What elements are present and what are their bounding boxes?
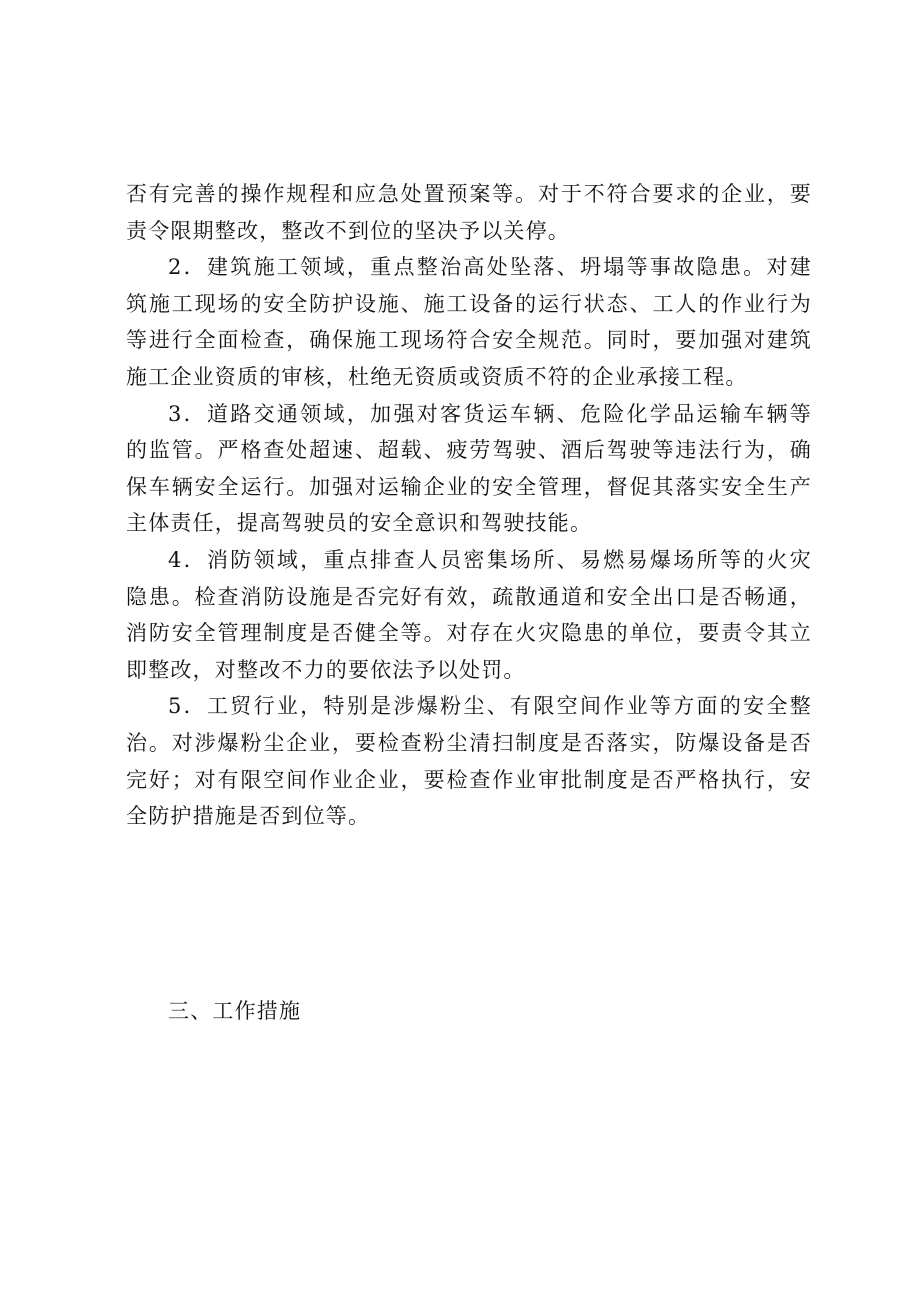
text-line: 主体责任，提高驾驶员的安全意识和驾驶技能。 [126,511,593,536]
paragraph-road-traffic [126,396,812,542]
text-line: 否有完善的操作规程和应急处置预案等。对于不符合要求的企业，要 [126,182,812,206]
text-line: 责令限期整改，整改不到位的坚决予以关停。 [126,218,570,243]
text-line: 保车辆安全运行。加强对运输企业的安全管理，督促其落实安全生产 [126,474,812,499]
text-line: 等进行全面检查，确保施工现场符合安全规范。同时，要加强对建筑 [126,328,812,353]
section-heading: 三、工作措施 [168,999,302,1023]
text-line: 2．建筑施工领域，重点整治高处坠落、坍塌等事故隐患。对建 [168,255,812,280]
text-line: 的监管。严格查处超速、超载、疲劳驾驶、酒后驾驶等违法行为，确 [126,438,812,463]
text-line: 即整改，对整改不力的要依法予以处罚。 [126,657,526,682]
paragraph-industry-trade [126,688,812,834]
text-line: 施工企业资质的审核，杜绝无资质或资质不符的企业承接工程。 [126,364,748,389]
document-body [126,176,812,835]
paragraph-fire-safety [126,542,812,688]
paragraph-continued [126,176,812,249]
text-line: 4．消防领域，重点排查人员密集场所、易燃易爆场所等的火灾 [168,547,812,572]
text-line: 筑施工现场的安全防护设施、施工设备的运行状态、工人的作业行为 [126,291,812,316]
text-line: 3．道路交通领域，加强对客货运车辆、危险化学品运输车辆等 [168,401,812,426]
text-line: 全防护措施是否到位等。 [126,804,371,829]
text-line: 5．工贸行业，特别是涉爆粉尘、有限空间作业等方面的安全整 [168,694,812,719]
paragraph-construction [126,249,812,395]
text-line: 消防安全管理制度是否健全等。对存在火灾隐患的单位，要责令其立 [126,621,812,646]
text-line: 完好；对有限空间作业企业，要检查作业审批制度是否严格执行，安 [126,767,812,792]
text-line: 隐患。检查消防设施是否完好有效，疏散通道和安全出口是否畅通， [126,584,812,609]
text-line: 治。对涉爆粉尘企业，要检查粉尘清扫制度是否落实，防爆设备是否 [126,730,812,755]
